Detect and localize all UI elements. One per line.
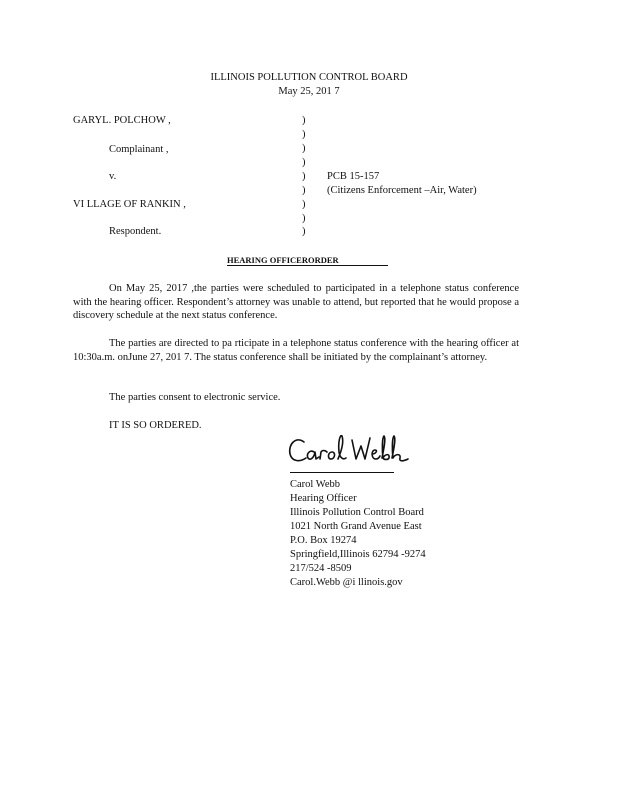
signature-rule	[290, 472, 394, 473]
respondent-label: Respondent.	[109, 226, 162, 237]
handwritten-signature	[286, 432, 416, 472]
signer-agency: Illinois Pollution Control Board	[290, 507, 424, 518]
order-title: HEARING OFFICERORDER	[227, 255, 388, 266]
signer-street: 1021 North Grand Avenue East	[290, 521, 422, 532]
case-number: PCB 15-157	[327, 171, 380, 182]
paragraph-2: The parties are directed to pa rticipate in a telephone status conference with the hearing officer at 10:30a.m. onJune 27, 201 7. The status conference shall be initiated by the complainant’s attorney.	[73, 338, 519, 363]
signer-po-box: P.O. Box 19274	[290, 535, 357, 546]
signature-block	[290, 478, 426, 590]
paren: )	[302, 199, 306, 210]
signer-email: Carol.Webb @i llinois.gov	[290, 577, 403, 588]
paren: )	[302, 157, 306, 168]
paren: )	[302, 143, 306, 154]
signer-phone: 217/524 -8509	[290, 563, 352, 574]
case-type: (Citizens Enforcement –Air, Water)	[327, 185, 477, 196]
respondent-name: VI LLAGE OF RANKIN ,	[73, 199, 186, 210]
signer-title: Hearing Officer	[290, 493, 357, 504]
paren: )	[302, 115, 306, 126]
ordered-line: IT IS SO ORDERED.	[109, 420, 202, 431]
signer-city: Springfield,Illinois 62794 -9274	[290, 549, 426, 560]
signer-name: Carol Webb	[290, 479, 340, 490]
order-date: May 25, 201 7	[278, 86, 340, 97]
agency-name: ILLINOIS POLLUTION CONTROL BOARD	[210, 72, 408, 83]
paren: )	[302, 185, 306, 196]
paragraph-1: On May 25, 2017 ,the parties were scheduled to participated in a telephone status conference with the hearing officer. Respondent’s attorney was unable to attend, but reported that he would propose a discovery schedule at the next status conference.	[73, 283, 519, 322]
paren: )	[302, 171, 306, 182]
paren: )	[302, 226, 306, 237]
complainant-name: GARYL. POLCHOW ,	[73, 115, 171, 126]
complainant-label: Complainant ,	[109, 144, 169, 155]
paragraph-3: The parties consent to electronic service.	[109, 392, 281, 403]
versus-label: v.	[109, 171, 117, 182]
paren: )	[302, 213, 306, 224]
paren: )	[302, 129, 306, 140]
